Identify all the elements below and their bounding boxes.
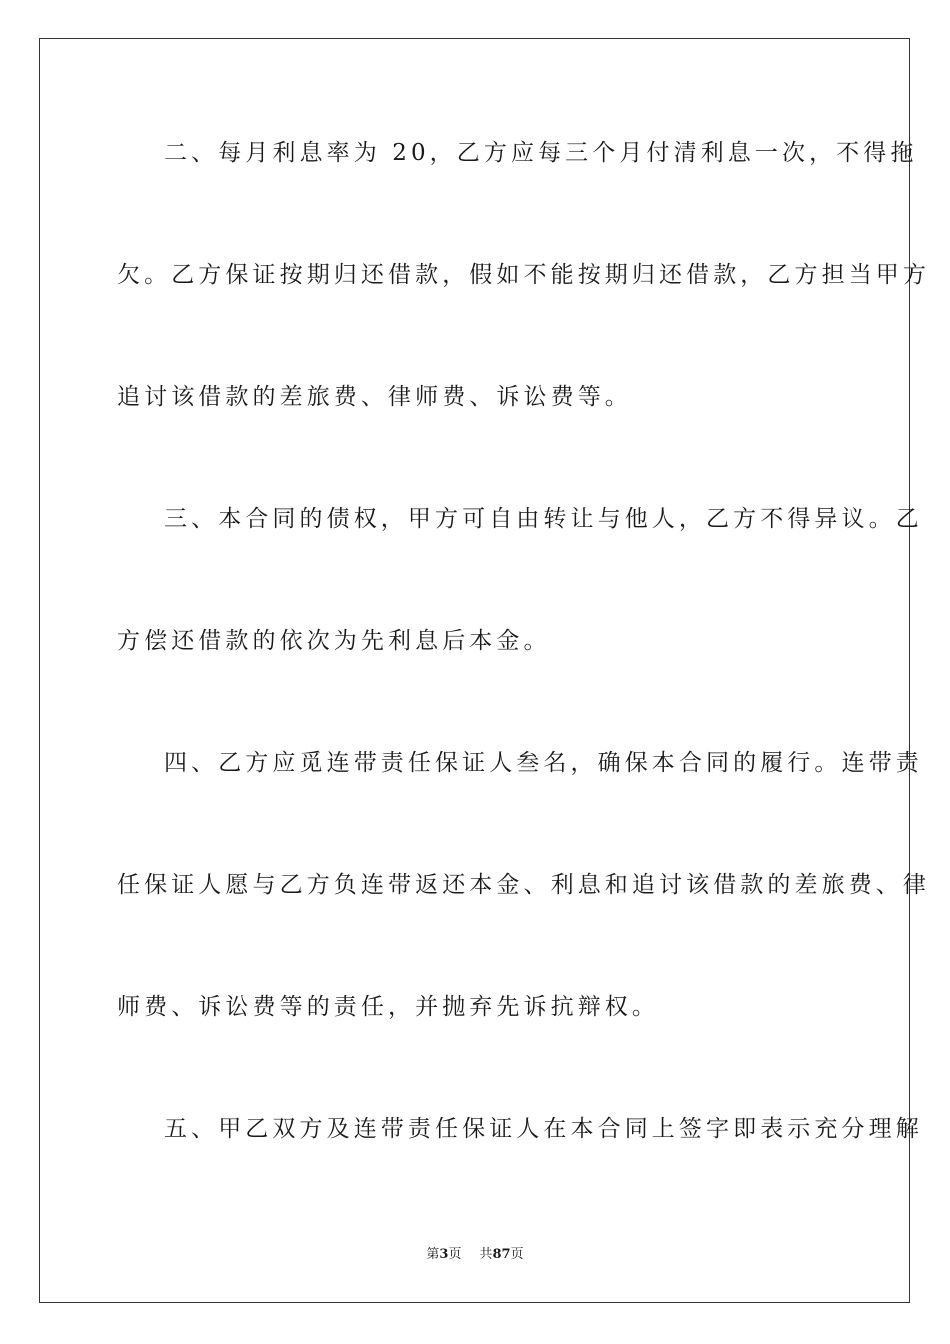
paragraph-5-line-1: 五、甲乙双方及连带责任保证人在本合同上签字即表示充分理解 <box>164 1116 923 1142</box>
footer-total-prefix: 共 <box>479 1247 493 1262</box>
paragraph-4-line-2: 任保证人愿与乙方负连带返还本金、利息和追讨该借款的差旅费、律 <box>117 872 930 898</box>
paragraph-2-line-3: 追讨该借款的差旅费、律师费、诉讼费等。 <box>117 384 632 410</box>
paragraph-2-line-1: 二、每月利息率为 20，乙方应每三个月付清利息一次，不得拖 <box>164 140 918 166</box>
footer-total-unit: 页 <box>510 1247 524 1262</box>
paragraph-3-line-1: 三、本合同的债权，甲方可自由转让与他人，乙方不得异议。乙 <box>164 506 923 532</box>
footer-page-number: 3 <box>439 1247 449 1262</box>
footer-total-pages: 87 <box>492 1247 511 1262</box>
paragraph-2-line-2: 欠。乙方保证按期归还借款，假如不能按期归还借款，乙方担当甲方 <box>117 262 930 288</box>
paragraph-4-line-1: 四、乙方应觅连带责任保证人叁名，确保本合同的履行。连带责 <box>164 750 923 776</box>
paragraph-4-line-3: 师费、诉讼费等的责任，并抛弃先诉抗辩权。 <box>117 994 659 1020</box>
footer-page-unit: 页 <box>448 1247 462 1262</box>
paragraph-3-line-2: 方偿还借款的依次为先利息后本金。 <box>117 628 551 654</box>
footer-page-prefix: 第 <box>426 1247 440 1262</box>
page-footer <box>0 1245 950 1265</box>
